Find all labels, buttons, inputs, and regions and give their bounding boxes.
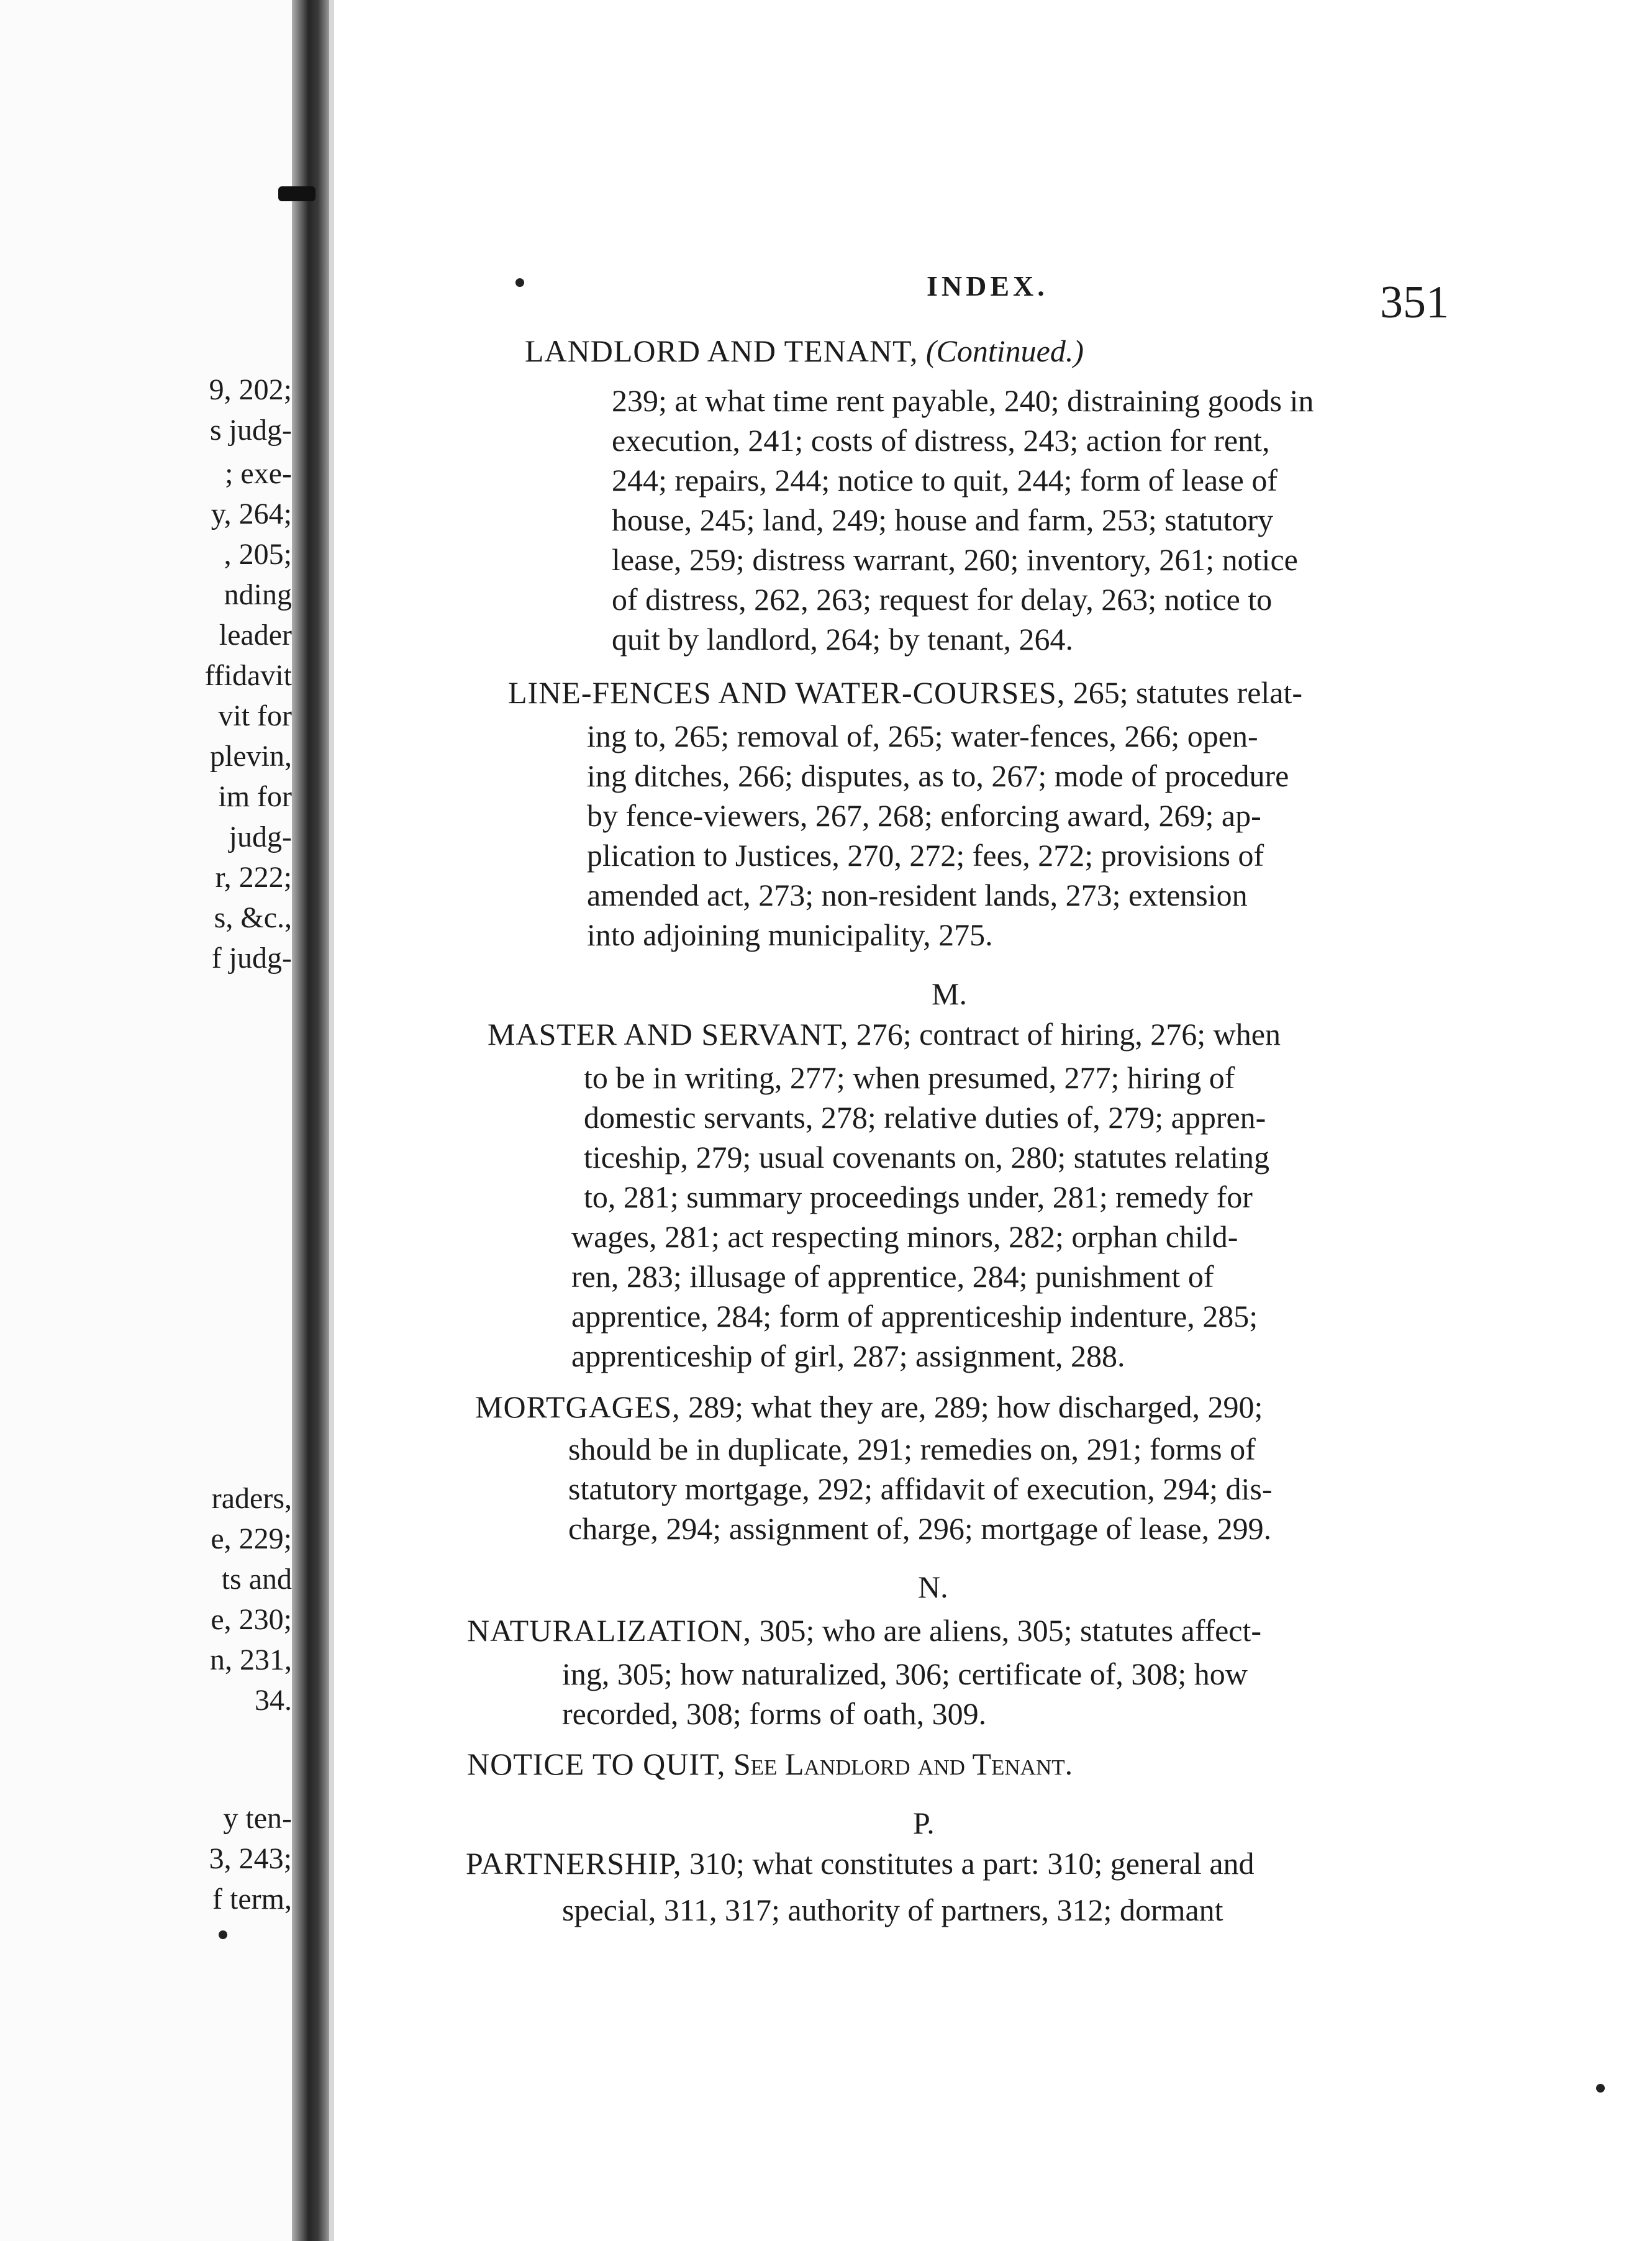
- entry-line: recorded, 308; forms of oath, 309.: [562, 1696, 987, 1731]
- index-entry-mortgages: [475, 1391, 1263, 1422]
- entry-first-line: 310; what constitutes a part: 310; general and: [689, 1846, 1255, 1881]
- left-page-line: r, 222;: [215, 861, 292, 894]
- page-edge: [329, 0, 334, 2241]
- entry-line: plication to Justices, 270, 272; fees, 272; provisions of: [587, 838, 1264, 873]
- left-page-line: , 205;: [224, 538, 292, 571]
- entry-line: ing, 305; how naturalized, 306; certificate of, 308; how: [562, 1657, 1248, 1691]
- entry-heading: LINE-FENCES AND WATER-COURSES,: [508, 675, 1066, 710]
- entry-line: ticeship, 279; usual covenants on, 280; statutes relating: [584, 1140, 1269, 1175]
- left-page-line: vit for: [218, 699, 292, 732]
- entry-first-line: 276; contract of hiring, 276; when: [856, 1017, 1281, 1052]
- entry-line: by fence-viewers, 267, 268; enforcing award, 269; ap-: [587, 798, 1261, 833]
- entry-line: should be in duplicate, 291; remedies on, 291; forms of: [568, 1432, 1256, 1466]
- left-page-line: f judg-: [211, 942, 292, 975]
- left-page-line: 3, 243;: [209, 1842, 292, 1875]
- entry-line: special, 311, 317; authority of partners, 312; dormant: [562, 1893, 1223, 1927]
- entry-line: to, 281; summary proceedings under, 281; remedy for: [584, 1180, 1253, 1214]
- entry-line: apprenticeship of girl, 287; assignment, 288.: [571, 1339, 1125, 1373]
- entry-line: ing ditches, 266; disputes, as to, 267; mode of procedure: [587, 758, 1289, 793]
- entry-heading: MORTGAGES,: [475, 1389, 681, 1424]
- index-entry-partnership: [466, 1848, 1255, 1879]
- index-entry-line-fences: [508, 677, 1302, 708]
- left-page-line: 9, 202;: [209, 373, 292, 406]
- left-page-line: e, 230;: [211, 1603, 292, 1636]
- left-page-fragment: [0, 0, 292, 2241]
- left-page-line: n, 231,: [210, 1643, 292, 1676]
- left-page-line: nding: [224, 578, 292, 611]
- left-page-line: plevin,: [210, 740, 292, 773]
- page-number: 351: [1380, 277, 1449, 328]
- left-page-line: ; exe-: [225, 457, 292, 490]
- left-page-line: s judg-: [210, 414, 292, 447]
- entry-line: execution, 241; costs of distress, 243; action for rent,: [612, 423, 1270, 458]
- ink-dot: [219, 1930, 227, 1939]
- book-gutter: [292, 0, 329, 2241]
- entry-line: to be in writing, 277; when presumed, 277; hiring of: [584, 1060, 1235, 1095]
- entry-heading: PARTNERSHIP,: [466, 1846, 682, 1881]
- entry-line: 244; repairs, 244; notice to quit, 244; form of lease of: [612, 463, 1278, 498]
- section-letter-p: P.: [913, 1806, 935, 1840]
- left-page-line: judg-: [229, 820, 292, 853]
- entry-line: statutory mortgage, 292; affidavit of execution, 294; dis-: [568, 1471, 1273, 1506]
- entry-line: amended act, 273; non-resident lands, 273; extension: [587, 878, 1248, 912]
- left-page-line: 34.: [255, 1684, 292, 1717]
- section-letter-n: N.: [918, 1570, 948, 1604]
- entry-line: charge, 294; assignment of, 296; mortgage of lease, 299.: [568, 1511, 1272, 1546]
- entry-heading: NATURALIZATION,: [467, 1613, 751, 1648]
- index-entry-notice-to-quit: [467, 1748, 1073, 1780]
- entry-first-line: 305; who are aliens, 305; statutes affect-: [759, 1613, 1262, 1648]
- index-entry-master-and-servant: [488, 1019, 1281, 1050]
- left-page-line: ts and: [221, 1563, 292, 1596]
- entry-first-line: 265; statutes relat-: [1073, 675, 1303, 710]
- section-letter-m: M.: [932, 976, 967, 1011]
- left-page-line: e, 229;: [211, 1522, 292, 1555]
- entry-line: apprentice, 284; form of apprenticeship indenture, 285;: [571, 1299, 1258, 1334]
- entry-line: house, 245; land, 249; house and farm, 253; statutory: [612, 502, 1274, 537]
- left-page-line: raders,: [211, 1482, 292, 1515]
- entry-line: quit by landlord, 264; by tenant, 264.: [612, 622, 1073, 657]
- ornament-dot: [515, 278, 524, 287]
- cross-reference: See Landlord and Tenant.: [733, 1747, 1073, 1781]
- left-page-line: y ten-: [223, 1802, 292, 1835]
- ink-dot: [1596, 2084, 1605, 2093]
- continued-label: (Continued.): [925, 334, 1084, 368]
- entry-first-line: 289; what they are, 289; how discharged, 290;: [688, 1389, 1263, 1424]
- entry-line: of distress, 262, 263; request for delay, 263; notice to: [612, 582, 1273, 617]
- entry-line: lease, 259; distress warrant, 260; inventory, 261; notice: [612, 542, 1298, 577]
- left-page-line: leader: [219, 619, 292, 652]
- entry-line: ren, 283; illusage of apprentice, 284; punishment of: [571, 1259, 1214, 1294]
- left-page-line: ffidavit: [204, 659, 292, 692]
- entry-line: ing to, 265; removal of, 265; water-fences, 266; open-: [587, 719, 1258, 753]
- entry-line: domestic servants, 278; relative duties of, 279; appren-: [584, 1100, 1266, 1135]
- gutter-tab-mark: [278, 186, 315, 201]
- index-entry-landlord-and-tenant: [525, 335, 1084, 366]
- entry-heading: MASTER AND SERVANT,: [488, 1017, 849, 1052]
- entry-heading: LANDLORD AND TENANT,: [525, 334, 919, 368]
- left-page-line: im for: [218, 780, 292, 813]
- entry-line: 239; at what time rent payable, 240; distraining goods in: [612, 383, 1314, 418]
- entry-heading: NOTICE TO QUIT,: [467, 1747, 726, 1781]
- running-head: INDEX.: [927, 270, 1048, 302]
- index-entry-naturalization: [467, 1615, 1261, 1646]
- entry-line: wages, 281; act respecting minors, 282; orphan child-: [571, 1219, 1238, 1254]
- left-page-line: f term,: [212, 1883, 292, 1916]
- left-page-line: s, &c.,: [214, 901, 292, 934]
- left-page-line: y, 264;: [211, 498, 292, 530]
- entry-line: into adjoining municipality, 275.: [587, 917, 993, 952]
